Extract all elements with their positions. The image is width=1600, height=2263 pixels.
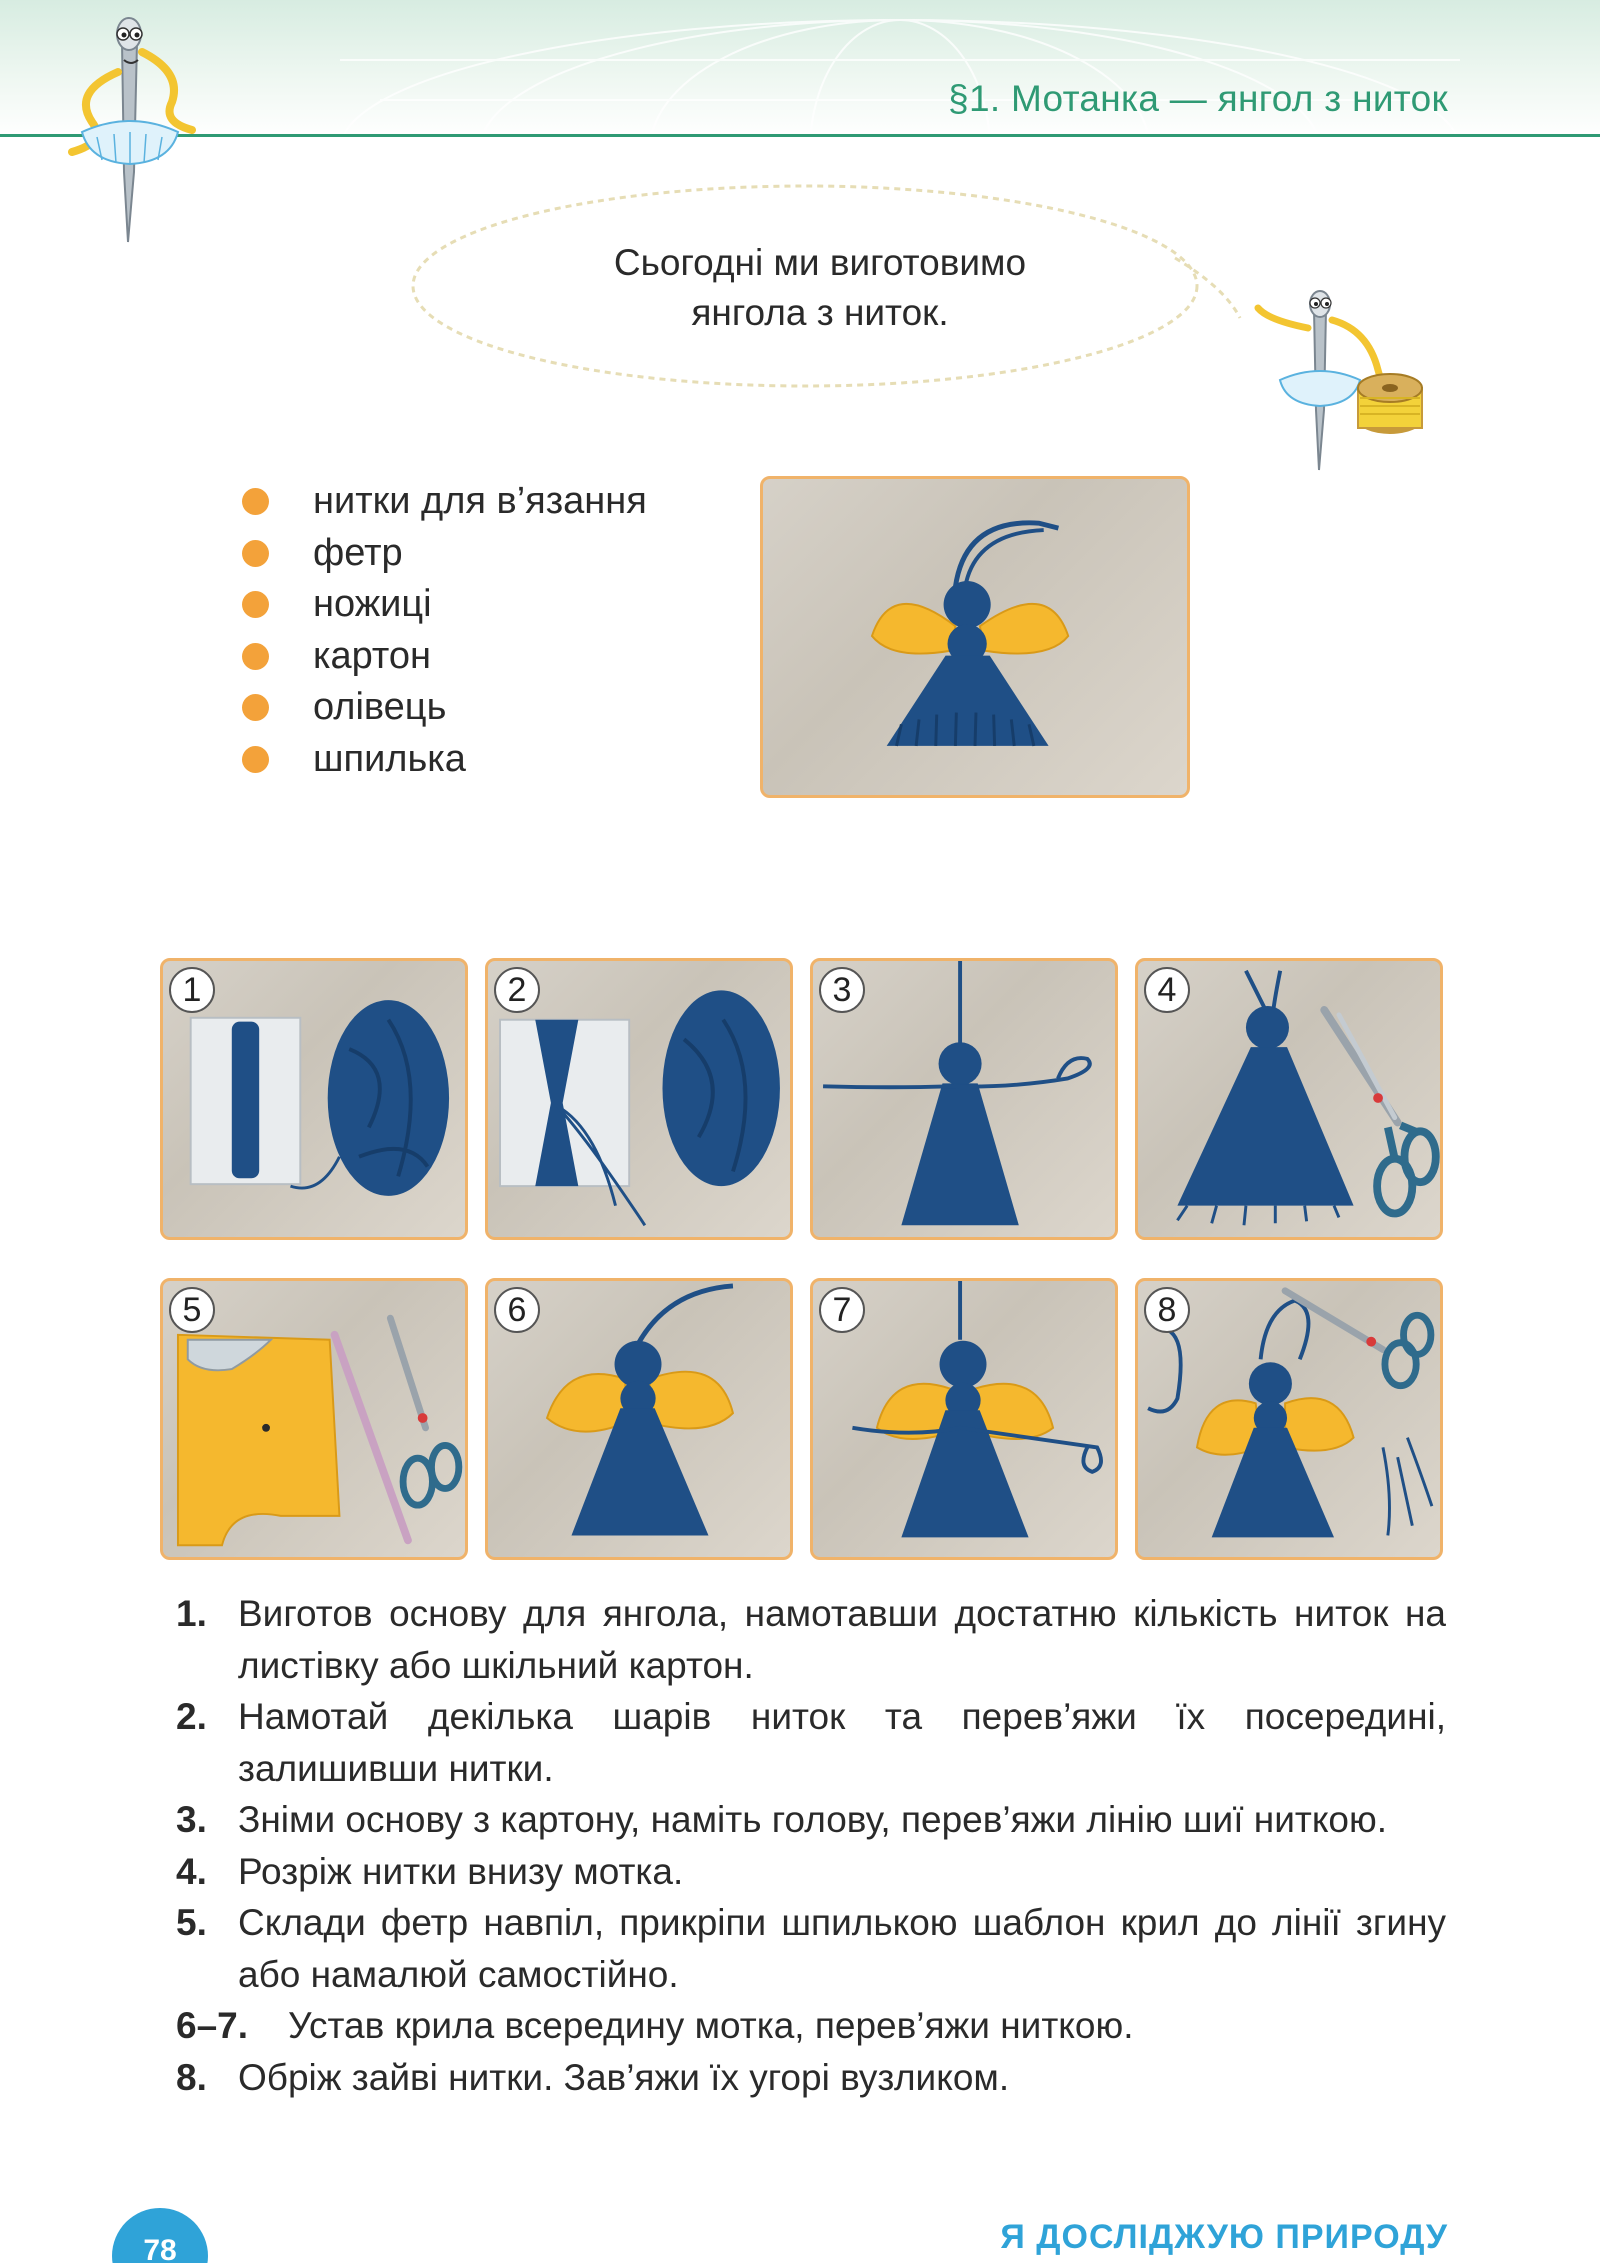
list-item <box>176 2052 1446 2104</box>
section-title: §1. Мотанка — янгол з ниток <box>948 78 1448 119</box>
needle-mascot-icon <box>52 12 212 252</box>
speech-line-2: янгола з ниток. <box>691 292 949 333</box>
page-number: 78 <box>112 2208 208 2263</box>
bullet-icon <box>242 746 269 773</box>
list-item <box>176 2000 1446 2052</box>
step-number-badge: 3 <box>819 967 865 1013</box>
step-photo-6 <box>485 1278 793 1560</box>
step-text: Зніми основу з картону, наміть голову, перев’яжи лінію шиї ниткою. <box>238 1799 1388 1840</box>
step-number: 8. <box>176 2056 207 2098</box>
list-item <box>176 1588 1446 1691</box>
step-photo-5 <box>160 1278 468 1560</box>
step-number: 5. <box>176 1902 207 1943</box>
material-label: шпилька <box>313 737 466 780</box>
step-number: 4. <box>176 1850 207 1892</box>
step-photo-3 <box>810 958 1118 1240</box>
step-number-badge: 4 <box>1144 967 1190 1013</box>
angel-illustration <box>763 479 1187 795</box>
step-photo-7 <box>810 1278 1118 1560</box>
bullet-icon <box>242 643 269 670</box>
step-text: Склади фетр навпіл, прикріпи шпилькою шаблон крил до лінії згину або намалюй самостійно. <box>238 1902 1446 1995</box>
step-number-badge: 7 <box>819 1287 865 1333</box>
needle-with-spool-icon <box>1248 280 1428 480</box>
step-photo-1 <box>160 958 468 1240</box>
list-item <box>242 579 647 631</box>
list-item <box>242 631 647 683</box>
step-text: Намотай декілька шарів ниток та перев’яжи їх посередині, залишивши нитки. <box>238 1696 1446 1789</box>
material-label: фетр <box>313 531 403 574</box>
step-number: 1. <box>176 1593 207 1634</box>
step-number: 2. <box>176 1696 207 1737</box>
material-label: нитки для в’язання <box>313 480 647 523</box>
step-number-badge: 1 <box>169 967 215 1013</box>
header-rule <box>0 134 1600 137</box>
step-photo-8 <box>1135 1278 1443 1560</box>
step-text: Обріж зайві нитки. Зав’яжи їх угорі вузликом. <box>238 2056 1010 2098</box>
step-photo-2 <box>485 958 793 1240</box>
list-item <box>176 1846 1446 1898</box>
speech-bubble-text <box>560 238 1080 338</box>
bullet-icon <box>242 488 269 515</box>
material-label: картон <box>313 634 431 677</box>
materials-list <box>242 476 647 785</box>
list-item <box>176 1794 1446 1846</box>
step-number-badge: 6 <box>494 1287 540 1333</box>
step-text: Виготов основу для янгола, намотавши достатню кількість ниток на листівку або шкільний картон. <box>238 1593 1446 1686</box>
material-label: олівець <box>313 686 447 729</box>
list-item <box>242 528 647 580</box>
step-text: Розріж нитки внизу мотка. <box>238 1850 684 1892</box>
bullet-icon <box>242 694 269 721</box>
speech-line-1: Сьогодні ми виготовимо <box>613 242 1027 283</box>
book-title: Я ДОСЛІДЖУЮ ПРИРОДУ <box>1000 2218 1448 2256</box>
step-number: 3. <box>176 1799 207 1840</box>
step-number-badge: 8 <box>1144 1287 1190 1333</box>
list-item <box>242 682 647 734</box>
step-text: Устав крила всередину мотка, перев’яжи ниткою. <box>288 2005 1134 2046</box>
step-number: 6–7. <box>176 2005 249 2046</box>
list-item <box>176 1691 1446 1794</box>
instructions-list <box>176 1588 1446 2103</box>
bullet-icon <box>242 540 269 567</box>
step-photo-4 <box>1135 958 1443 1240</box>
bullet-icon <box>242 591 269 618</box>
list-item <box>176 1897 1446 2000</box>
list-item <box>242 734 647 786</box>
step-number-badge: 5 <box>169 1287 215 1333</box>
material-label: ножиці <box>313 583 432 626</box>
step-number-badge: 2 <box>494 967 540 1013</box>
finished-angel-photo <box>760 476 1190 798</box>
list-item <box>242 476 647 528</box>
